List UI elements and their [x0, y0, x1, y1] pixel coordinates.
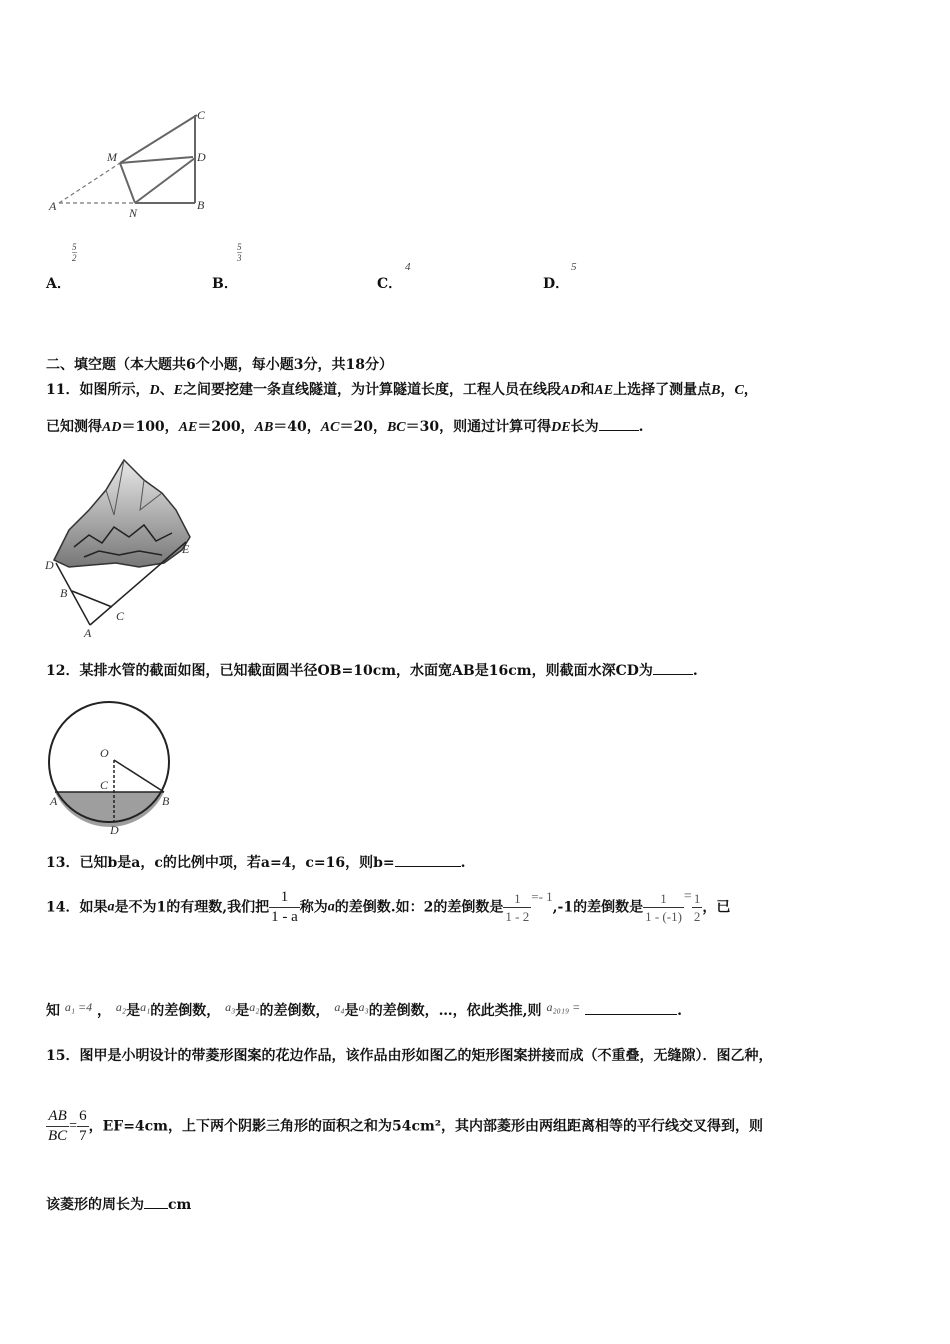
- label-E: E: [182, 542, 190, 556]
- label-B: B: [162, 794, 170, 808]
- q14-fraction-3: $\frac{1}{1 - (-1)}$: [645, 891, 682, 924]
- label-A: A: [84, 626, 92, 640]
- q15-line1: 15．图甲是小明设计的带菱形图案的花边作品，该作品由形如图乙的矩形图案拼接而成（不重叠，无缝隙）．图乙种，: [46, 1048, 773, 1064]
- q11-line2: 已知测得AD＝100，AE＝200，AB＝40，AC＝20，BC＝30，则通过计算可得DE长为 .: [46, 419, 644, 435]
- q15-line2: $\frac{AB}{BC}$ = $\frac{6}{7}$ ，EF=4cm，上下两个阴影三角形的面积之和为54cm²，其内部菱形由两组距离相等的平行线交叉得到，则: [48, 1108, 763, 1144]
- label-D: D: [110, 823, 119, 837]
- option-a-denominator: 2: [72, 253, 77, 263]
- option-b-fraction: [237, 242, 242, 263]
- q11-line1: 11．如图所示，D、E之间要挖建一条直线隧道，为计算隧道长度，工程人员在线段AD和AE上选择了测量点B，C，: [46, 382, 758, 398]
- label-A: A: [50, 794, 58, 808]
- q15-fraction-6-7: $\frac{6}{7}$: [79, 1108, 87, 1144]
- q13-text: 13．已知b是a，c的比例中项，若a=4，c=16，则b= .: [46, 855, 466, 871]
- option-c-letter: C．: [377, 276, 403, 292]
- label-D: D: [197, 150, 206, 164]
- label-B: B: [197, 198, 205, 212]
- label-C: C: [116, 609, 125, 623]
- option-c[interactable]: [377, 275, 402, 293]
- label-C: C: [197, 108, 206, 122]
- option-b[interactable]: [212, 275, 238, 293]
- option-d[interactable]: [543, 275, 569, 293]
- section-title: 二、填空题（本大题共6个小题，每小题3分，共18分）: [46, 357, 393, 373]
- option-a[interactable]: [46, 275, 71, 293]
- label-N: N: [129, 206, 138, 220]
- option-d-letter: D．: [543, 276, 570, 292]
- option-a-fraction: [72, 242, 77, 263]
- q15-answer-blank[interactable]: [144, 1208, 168, 1209]
- q14-fraction-2: $\frac{1}{1 - 2}$: [505, 891, 530, 924]
- q14-line1: 14．如果a是不为1的有理数,我们把 $\frac{1}{1 - a}$ 称为a的差倒数.如：2的差倒数是 $\frac{1}{1 - 2}$ =- 1,-1的差倒数是 $\frac{1}{1 - (-1)}$ = $\frac{1}{2}$ ，已: [46, 889, 731, 925]
- option-a-numerator: 5: [72, 242, 77, 252]
- q11-mountain-figure: [44, 455, 204, 640]
- label-C: C: [100, 778, 109, 792]
- q12-answer-blank[interactable]: [653, 674, 693, 675]
- label-M: M: [107, 150, 117, 164]
- label-B: B: [60, 586, 68, 600]
- q11-answer-blank[interactable]: [599, 430, 639, 431]
- label-O: O: [100, 746, 109, 760]
- option-c-value: 4: [405, 261, 411, 273]
- label-A: A: [49, 199, 57, 213]
- option-a-letter: A．: [46, 276, 71, 292]
- option-b-letter: B．: [212, 276, 238, 292]
- q13-answer-blank[interactable]: [395, 866, 461, 867]
- q14-line2: 知 a₁ =4 ， a₂是a₁的差倒数， a₃是a₂的差倒数， a₄是a₃的差倒数，…，依此类推,则 a₂₀₁₉ = .: [46, 1000, 682, 1019]
- option-d-value: 5: [571, 261, 577, 273]
- q12-circle-figure: [44, 697, 179, 837]
- option-b-denominator: 3: [237, 253, 242, 263]
- option-b-numerator: 5: [237, 242, 242, 252]
- q15-fraction-ab-bc: $\frac{AB}{BC}$: [48, 1108, 68, 1144]
- q12-text: 12．某排水管的截面如图，已知截面圆半径OB=10cm，水面宽AB是16cm，则截面水深CD为 .: [46, 663, 698, 679]
- q14-answer-blank[interactable]: [585, 1014, 677, 1015]
- q15-line3: 该菱形的周长为 cm: [46, 1197, 192, 1213]
- q14-fraction-1: $\frac{1}{1 - a}$: [271, 889, 298, 925]
- q10-geometry-figure: [45, 103, 225, 223]
- label-D: D: [45, 558, 54, 572]
- q14-fraction-4: $\frac{1}{2}$: [693, 891, 701, 924]
